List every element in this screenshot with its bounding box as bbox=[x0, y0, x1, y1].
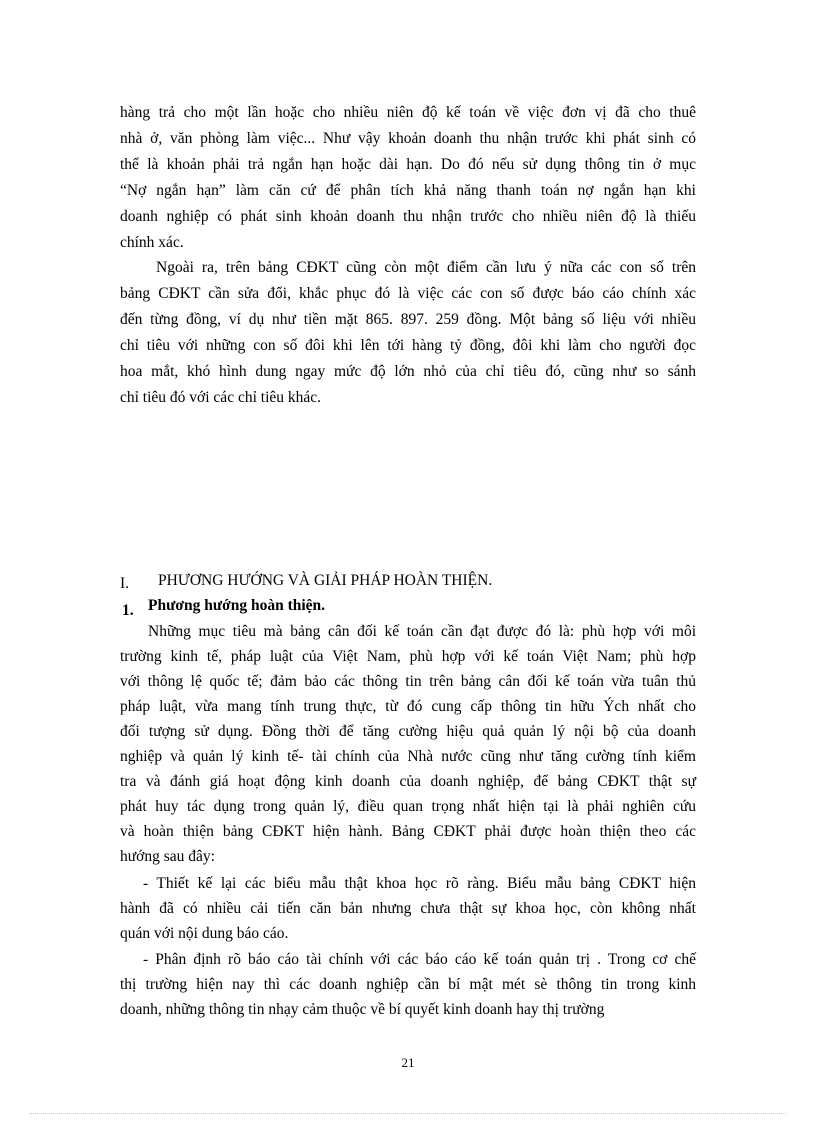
text-line: nhà ở, văn phòng làm việc... Như vậy khoản doanh thu nhận trước khi phát sinh có bbox=[120, 130, 696, 147]
text-line: hướng sau đây: bbox=[120, 848, 215, 865]
text-line: “Nợ ngắn hạn” làm căn cứ để phân tích khả năng thanh toán nợ ngắn hạn khi bbox=[120, 182, 696, 199]
text-line: và hoàn thiện bảng CĐKT hiện hành. Bảng CĐKT phải được hoàn thiện theo các bbox=[120, 823, 696, 840]
text-line: đối tượng sử dụng. Đồng thời để tăng cường hiệu quả quản lý nội bộ của doanh bbox=[120, 723, 696, 740]
text-line: chỉ tiêu với những con số đôi khi lên tới hàng tỷ đồng, đôi khi làm cho người đọc bbox=[120, 337, 696, 354]
text-line: quán với nội dung báo cáo. bbox=[120, 925, 289, 942]
text-line: phát huy tác dụng trong quản lý, điều quan trọng nhất hiện tại là phải nghiên cứu bbox=[120, 798, 696, 815]
text-line: doanh nghiệp có phát sinh khoản doanh thu nhận trước cho nhiều niên độ là thiếu bbox=[120, 208, 696, 225]
text-line: bảng CĐKT cần sửa đổi, khắc phục đó là việc các con số được báo cáo chính xác bbox=[120, 285, 696, 302]
text-line: với thông lệ quốc tế; đảm bảo các thông tin trên bảng cân đối kế toán vừa tuân thủ bbox=[120, 673, 696, 690]
text-line: doanh, những thông tin nhạy cảm thuộc về bí quyết kinh doanh hay thị trường bbox=[120, 1001, 605, 1018]
subsection-title: Phương hướng hoàn thiện. bbox=[148, 597, 326, 614]
text-line: đến từng đồng, ví dụ như tiền mặt 865. 897. 259 đồng. Một bảng số liệu với nhiều bbox=[120, 311, 696, 328]
page-bottom-border bbox=[30, 1113, 786, 1114]
text-line: - Phân định rõ báo cáo tài chính với các báo cáo kế toán quản trị . Trong cơ chế bbox=[143, 951, 696, 968]
text-line: chính xác. bbox=[120, 234, 184, 251]
subsection-number: 1. bbox=[122, 602, 134, 619]
text-line: - Thiết kế lại các biểu mẫu thật khoa học rõ ràng. Biểu mẫu bảng CĐKT hiện bbox=[143, 875, 696, 892]
text-line: trường kinh tế, pháp luật của Việt Nam, phù hợp với kế toán Việt Nam; phù hợp bbox=[120, 648, 696, 665]
text-line: hoa mắt, khó hình dung ngay mức độ lớn nhỏ của chỉ tiêu đó, cũng như so sánh bbox=[120, 363, 696, 380]
text-line: pháp luật, vừa mang tính trung thực, từ đó cung cấp thông tin hữu Ých nhất cho bbox=[120, 698, 696, 715]
text-line: nghiệp và quản lý kinh tế- tài chính của Nhà nước cũng như tăng cường tính kiểm bbox=[120, 748, 696, 765]
text-line: Những mục tiêu mà bảng cân đối kế toán cần đạt được đó là: phù hợp với môi bbox=[148, 623, 696, 640]
text-line: hàng trả cho một lần hoặc cho nhiều niên độ kế toán về việc đơn vị đã cho thuê bbox=[120, 104, 696, 121]
text-line: thị trường hiện nay thì các doanh nghiệp cần bí mật mét sè thông tin trong kinh bbox=[120, 976, 696, 993]
page-number: 21 bbox=[401, 1055, 415, 1070]
text-line: tra và đánh giá hoạt động kinh doanh của doanh nghiệp, để bảng CĐKT thật sự bbox=[120, 773, 696, 790]
text-line: chỉ tiêu đó với các chỉ tiêu khác. bbox=[120, 389, 322, 406]
text-line: hành đã có nhiều cải tiến căn bản nhưng chưa thật sự khoa học, còn không nhất bbox=[120, 900, 696, 917]
section-number: I. bbox=[120, 575, 130, 592]
text-line: Ngoài ra, trên bảng CĐKT cũng còn một điểm cần lưu ý nữa các con số trên bbox=[156, 259, 696, 276]
text-line: thể là khoản phải trả ngắn hạn hoặc dài hạn. Do đó nếu sử dụng thông tin ở mục bbox=[120, 156, 696, 173]
section-title: PHƯƠNG HƯỚNG VÀ GIẢI PHÁP HOÀN THIỆN. bbox=[158, 572, 493, 589]
